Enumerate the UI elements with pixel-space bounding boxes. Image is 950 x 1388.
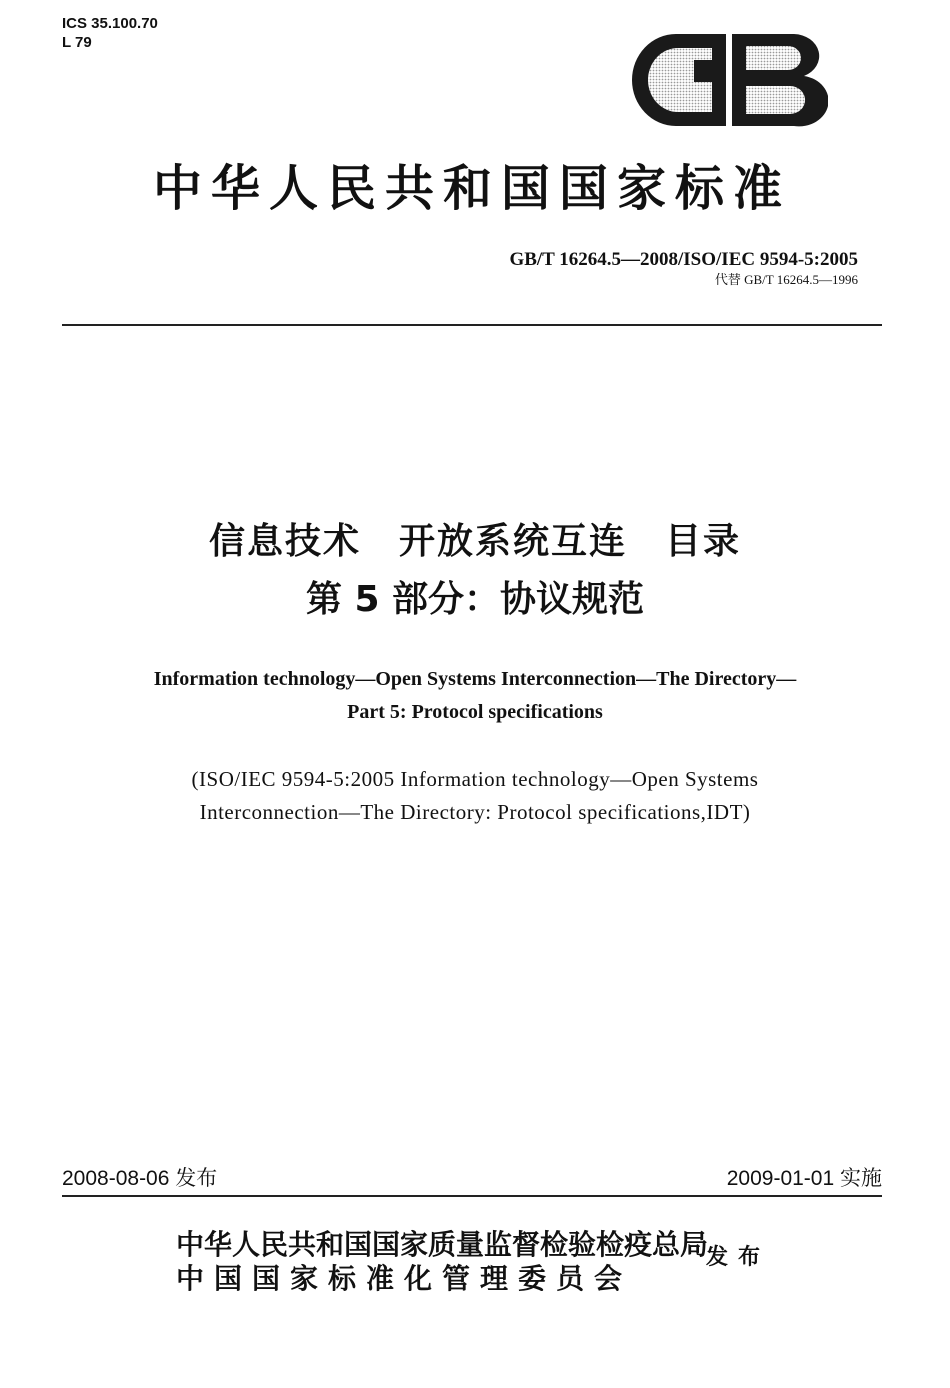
implementation-date: 2009-01-01 实施	[726, 1167, 882, 1190]
standard-number: GB/T 16264.5—2008/ISO/IEC 9594-5:2005	[509, 249, 858, 270]
chinese-title-line-2: 第 5 部分：协议规范	[305, 579, 645, 620]
gb-logo-icon	[628, 30, 828, 130]
english-title-line-1: Information technology—Open Systems Interconnection—The Directory—	[153, 668, 797, 690]
iso-equivalence-line-2: Interconnection—The Directory: Protocol specifications,IDT)	[199, 800, 751, 824]
english-title-line-2: Part 5: Protocol specifications	[347, 701, 603, 723]
publisher-aqsiq: 中华人民共和国国家质量监督检验检疫总局	[176, 1228, 709, 1261]
chinese-title-line-1: 信息技术 开放系统互连 目录	[208, 521, 741, 562]
publisher-sac: 中国国家标准化管理委员会	[176, 1262, 633, 1295]
iso-equivalence-line-1: (ISO/IEC 9594-5:2005 Information technology—Open Systems	[191, 767, 759, 791]
classification-codes	[62, 14, 158, 52]
national-standard-title: 中华人民共和国国家标准	[152, 160, 791, 217]
replaces-standard: 代替 GB/T 16264.5—1996	[714, 272, 858, 287]
bottom-divider	[62, 1195, 882, 1197]
top-divider	[62, 324, 882, 326]
publish-label: 发布	[706, 1245, 771, 1270]
ics-code: ICS 35.100.70	[62, 15, 158, 32]
ccs-code: L 79	[62, 34, 92, 51]
issue-date: 2008-08-06 发布	[62, 1167, 218, 1190]
